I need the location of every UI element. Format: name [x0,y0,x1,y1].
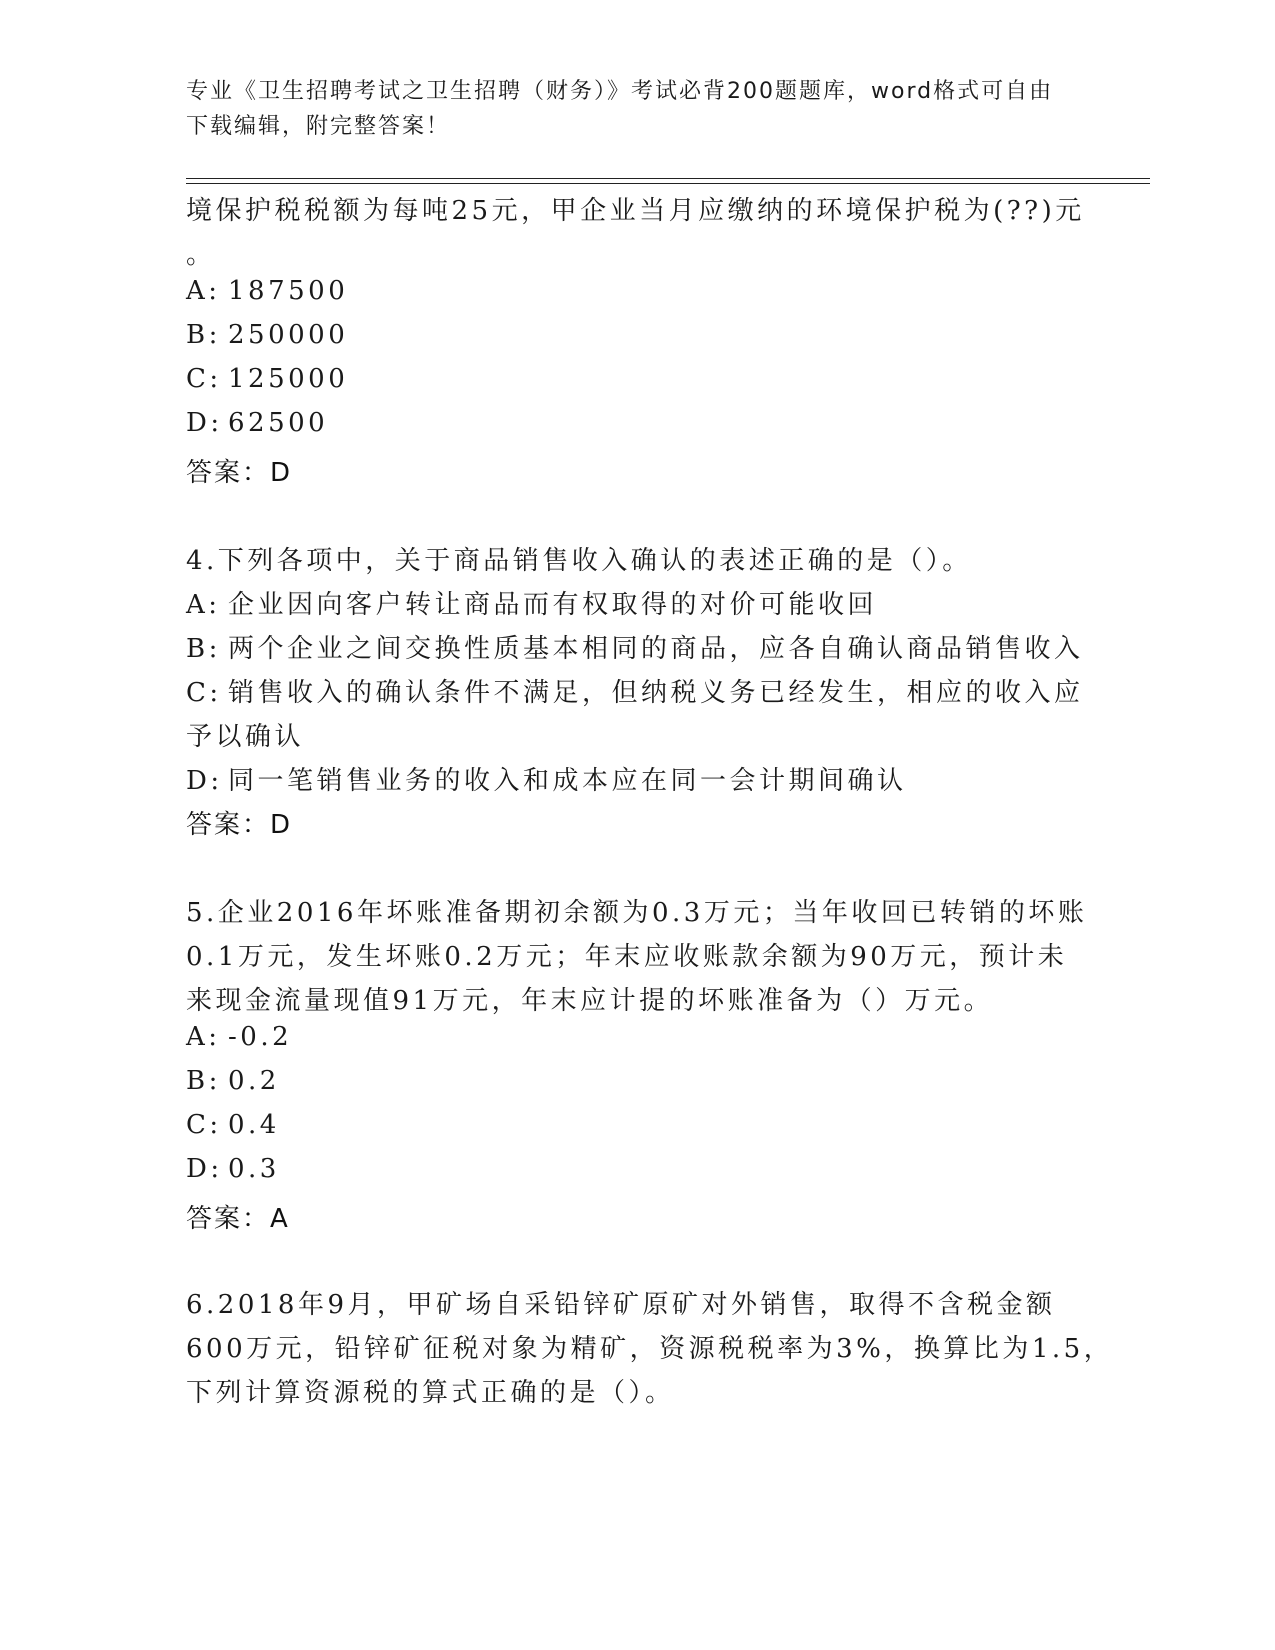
document-header-title: 专业《卫生招聘考试之卫生招聘（财务）》考试必背200题题库，word格式可自由下载编辑，附完整答案！ [186,79,1054,139]
q5-stem-line-2: 0.1万元，发生坏账0.2万元；年末应收账款余额为90万元，预计未 [186,942,1068,972]
option-key: A: [186,1022,221,1052]
q4-option-c [186,672,1084,709]
q3-stem-line-2: 。 [186,240,216,270]
q3-option-b [186,320,348,350]
q5-option-c [186,1110,280,1140]
q5-stem-line-1: 5.企业2016年坏账准备期初余额为0.3万元；当年收回已转销的坏账 [186,898,1088,928]
option-text: 187500 [228,276,349,306]
option-key: A: [186,276,221,306]
q3-option-d [186,408,328,438]
option-key: D: [186,766,223,796]
q6-stem-line-1: 6.2018年9月，甲矿场自采铅锌矿原矿对外销售，取得不含税金额 [186,1290,1056,1320]
option-key: C: [186,678,222,708]
q4-option-b [186,628,1084,665]
option-text: -0.2 [228,1022,293,1052]
q4-answer: 答案：D [186,810,293,840]
q6-stem-line-3: 下列计算资源税的算式正确的是（）。 [186,1378,675,1408]
option-key: B: [186,634,221,664]
q4-stem-line-1: 4.下列各项中，关于商品销售收入确认的表述正确的是（）。 [186,546,972,576]
option-key: D: [186,1154,223,1184]
option-text: 0.3 [228,1154,280,1184]
q4-option-d [186,760,907,797]
option-text: 同一笔销售业务的收入和成本应在同一会计期间确认 [228,766,907,796]
q4-option-c-continuation: 予以确认 [186,722,305,752]
option-key: C: [186,364,222,394]
q3-stem-line-1: 境保护税税额为每吨25元，甲企业当月应缴纳的环境保护税为(??)元 [186,196,1085,226]
header-divider-bottom [186,183,1150,184]
q3-option-c [186,364,348,394]
option-text: 两个企业之间交换性质基本相同的商品，应各自确认商品销售收入 [228,634,1084,664]
option-key: A: [186,590,221,620]
option-text: 0.2 [228,1066,280,1096]
option-text: 企业因向客户转让商品而有权取得的对价可能收回 [228,590,878,620]
option-key: C: [186,1110,222,1140]
q5-stem-line-3: 来现金流量现值91万元，年末应计提的坏账准备为（）万元。 [186,986,994,1016]
q3-answer: 答案：D [186,458,293,488]
q4-option-a [186,584,877,621]
option-text: 62500 [228,408,329,438]
option-text: 125000 [228,364,349,394]
q5-option-a [186,1022,292,1052]
q5-option-b [186,1066,280,1096]
q5-answer: 答案：A [186,1204,290,1234]
header-divider-top [186,178,1150,179]
q6-stem-line-2: 600万元，铅锌矿征税对象为精矿，资源税税率为3%，换算比为1.5， [186,1334,1114,1364]
q5-option-d [186,1154,280,1184]
option-key: D: [186,408,223,438]
option-key: B: [186,320,221,350]
option-text: 销售收入的确认条件不满足，但纳税义务已经发生，相应的收入应 [228,678,1084,708]
q3-option-a [186,276,348,306]
option-key: B: [186,1066,221,1096]
option-text: 0.4 [228,1110,280,1140]
option-text: 250000 [228,320,349,350]
